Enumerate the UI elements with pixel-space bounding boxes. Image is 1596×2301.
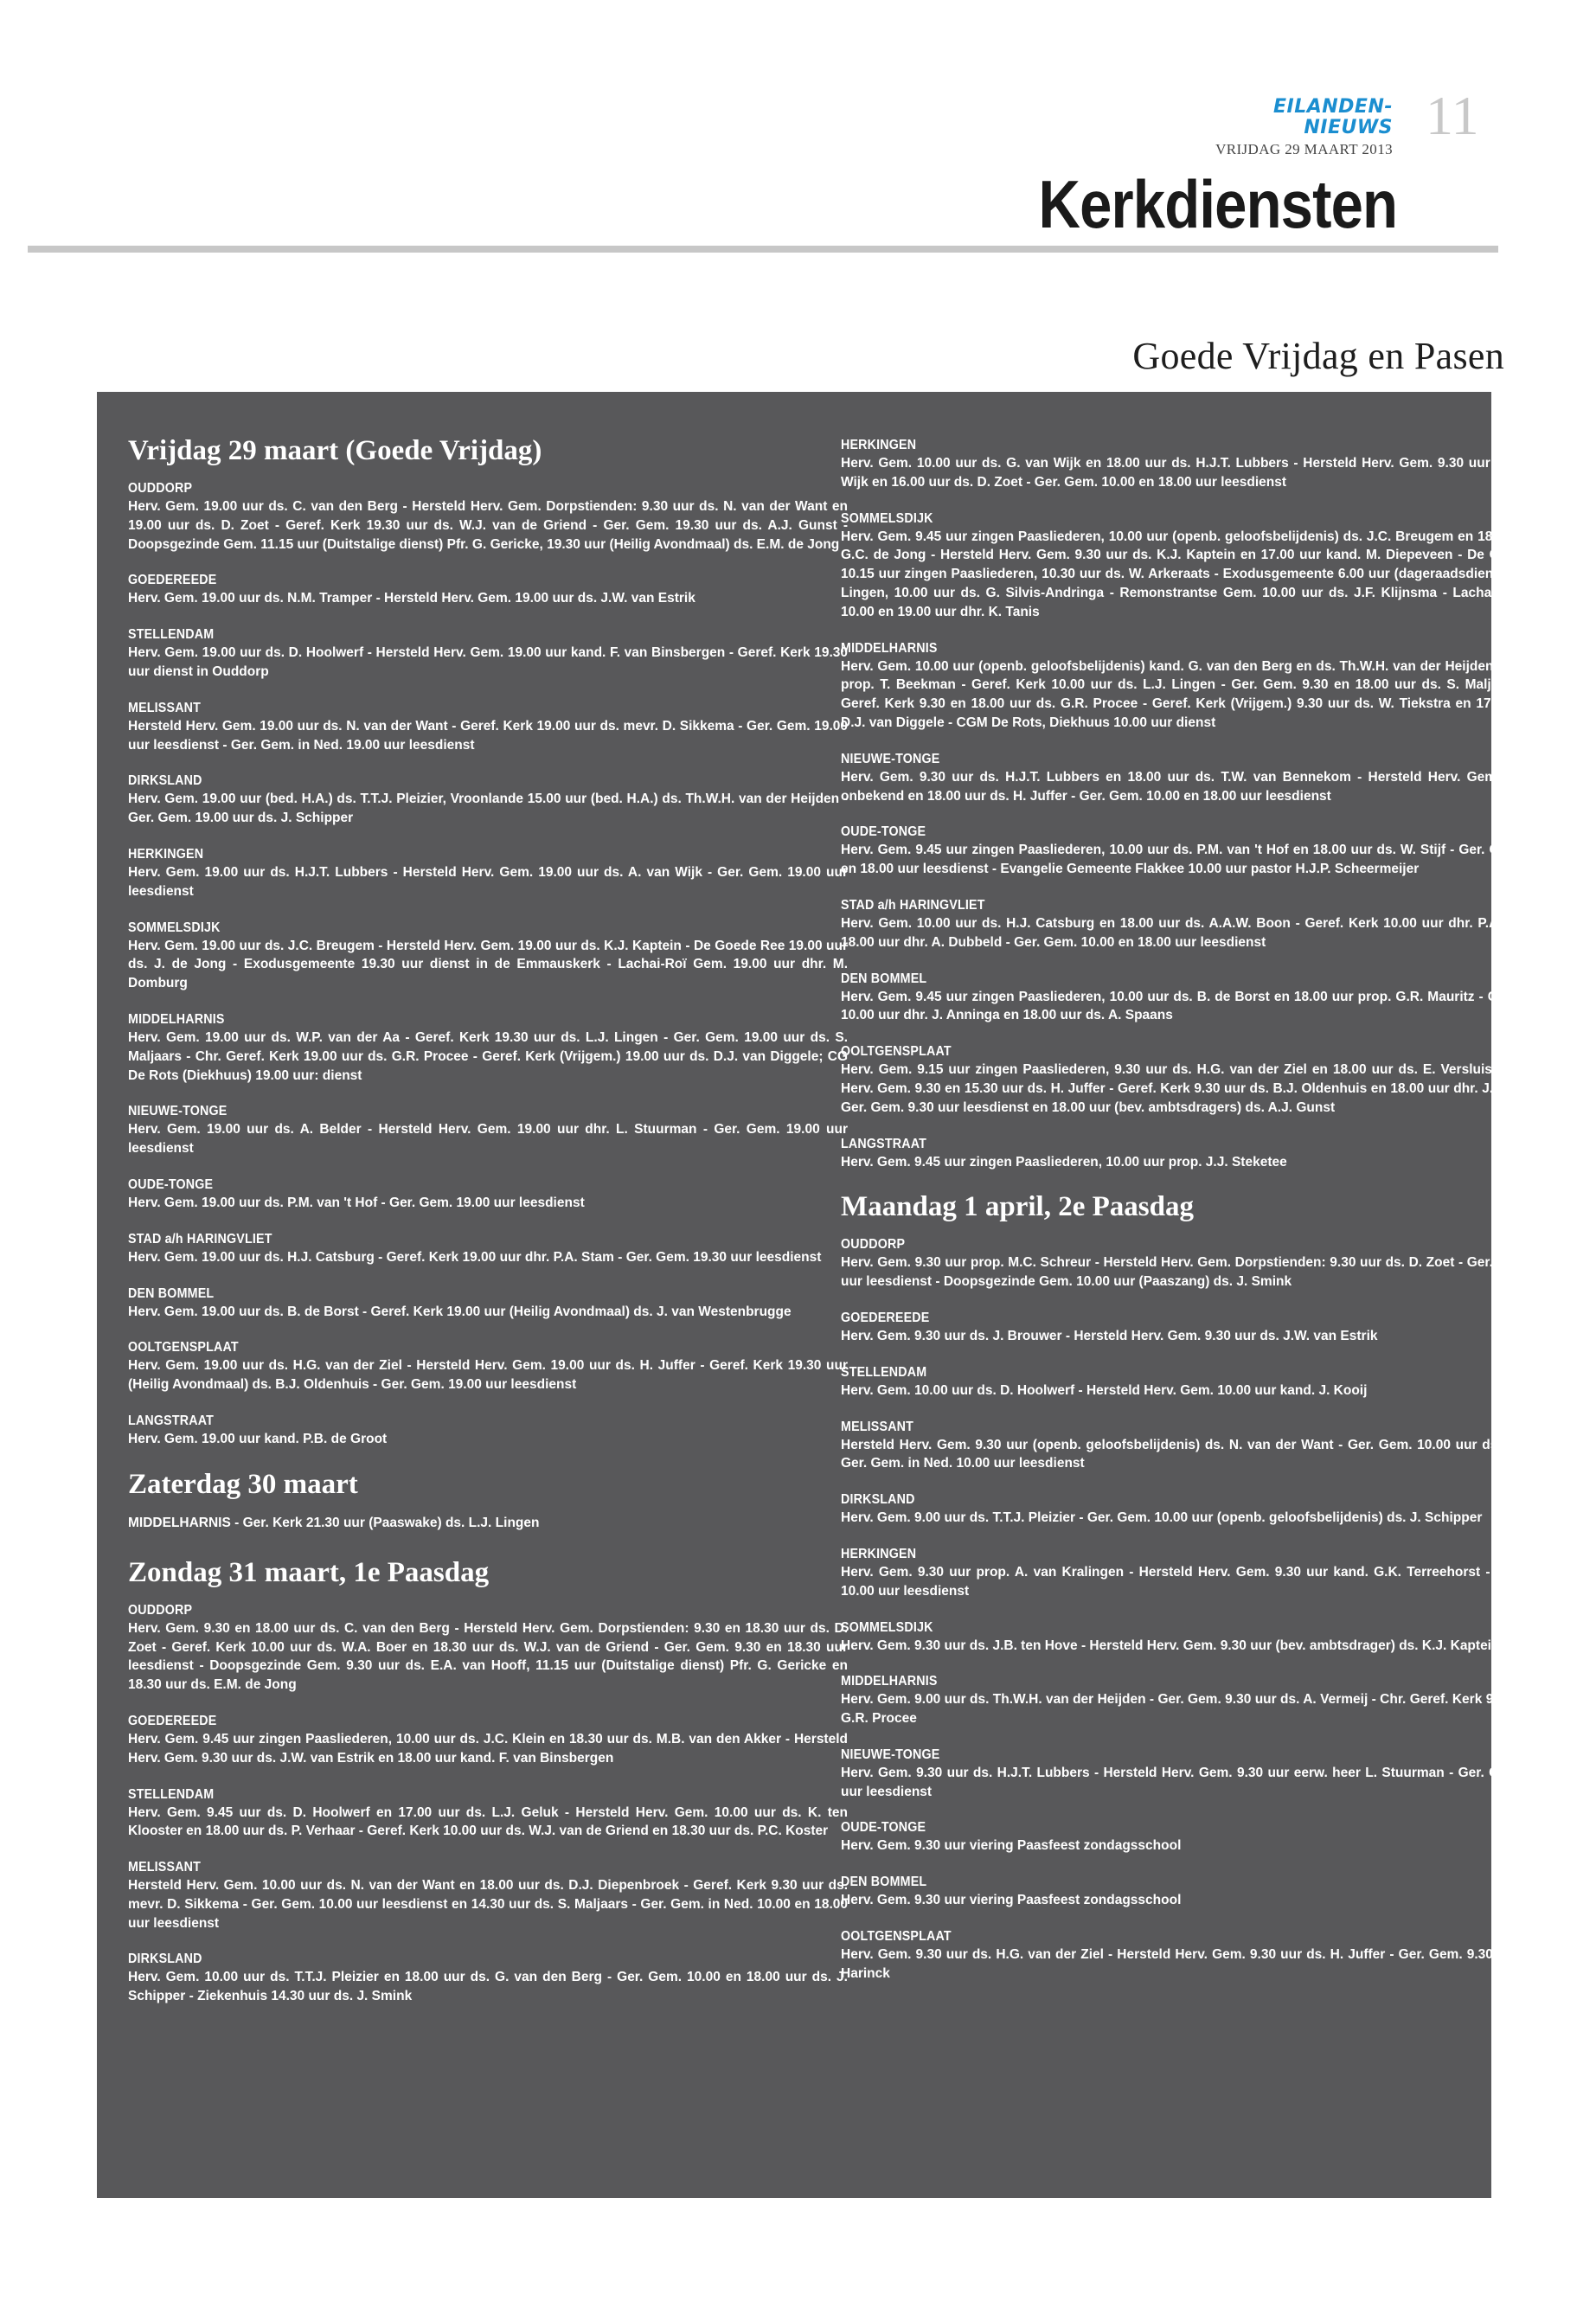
brand-logo: EILANDEN-NIEUWS [1272, 96, 1393, 138]
service-text: Herv. Gem. 19.00 uur ds. J.C. Breugem - Hersteld Herv. Gem. 19.00 uur ds. K.J. Kaptein - De Goede Ree 19.00 uur ds. J. de Jong - Exodusgemeente 19.30 uur dienst in de Emmauskerk - Lachai-Roï Gem. 19.00 uur dhr. M. Domburg [128, 938, 848, 991]
place-name: OOLTGENSPLAAT [841, 1044, 952, 1060]
sunday-services [128, 1602, 848, 2006]
service-entry [128, 480, 848, 554]
service-text: Herv. Gem. 19.00 uur ds. A. Belder - Hersteld Herv. Gem. 19.00 uur dhr. L. Stuurman - Ger. Gem. 19.00 uur leesdienst [128, 1122, 848, 1157]
service-entry [128, 920, 848, 993]
service-text: Herv. Gem. 9.30 uur ds. J. Brouwer - Hersteld Herv. Gem. 9.30 uur ds. J.W. van Estrik [841, 1328, 1378, 1343]
service-entry [841, 1819, 1561, 1856]
service-entry [128, 1859, 848, 1932]
place-name: MIDDELHARNIS [841, 1674, 938, 1689]
day-heading-friday: Vrijdag 29 maart (Goede Vrijdag) [128, 435, 542, 466]
service-text: Herv. Gem. 9.30 uur ds. H.J.T. Lubbers en 18.00 uur ds. T.W. van Bennekom - Hersteld Herv. Gem. 9.30 uur onbekend en 18.00 uur ds. H. Juffer - Ger. Gem. 10.00 en 18.00 uur leesdienst [841, 769, 1561, 804]
service-entry [841, 1136, 1561, 1172]
service-entry [841, 1619, 1561, 1656]
place-name: OUDDORP [128, 1602, 193, 1618]
service-entry [841, 971, 1561, 1026]
place-name: DEN BOMMEL [841, 971, 927, 986]
service-entry [841, 824, 1561, 879]
service-entry [841, 1874, 1561, 1910]
service-entry [841, 1310, 1561, 1346]
place-name: NIEUWE-TONGE [841, 1747, 940, 1762]
place-name: STELLENDAM [128, 1786, 215, 1802]
service-entry [128, 1231, 848, 1267]
service-entry [841, 1546, 1561, 1601]
service-text: Herv. Gem. 19.00 uur kand. P.B. de Groot [128, 1431, 388, 1446]
place-name: OUDE-TONGE [128, 1176, 214, 1192]
service-entry [841, 510, 1561, 622]
service-entry [128, 1602, 848, 1695]
service-text: Herv. Gem. 10.00 uur ds. T.T.J. Pleizier en 18.00 uur ds. G. van den Berg - Ger. Gem. 10.00 en 18.00 uur ds. J. Schipper - Ziekenhuis 14.30 uur ds. J. Smink [128, 1970, 848, 2004]
service-text: Hersteld Herv. Gem. 19.00 uur ds. N. van der Want - Geref. Kerk 19.00 uur ds. mevr. D. Sikkema - Ger. Gem. 19.00 uur leesdienst - Ger. Gem. in Ned. 19.00 uur leesdienst [128, 718, 848, 753]
service-text: Herv. Gem. 19.00 uur ds. H.J. Catsburg - Geref. Kerk 19.00 uur dhr. P.A. Stam - Ger. Gem. 19.30 uur leesdienst [128, 1249, 822, 1265]
place-name: STELLENDAM [128, 627, 215, 643]
place-name: OOLTGENSPLAAT [128, 1340, 239, 1356]
service-text: Herv. Gem. 9.30 en 18.00 uur ds. C. van den Berg - Hersteld Herv. Gem. Dorpstienden: 9.30 en 18.30 uur ds. D. Zoet - Geref. Kerk 10.00 uur ds. W.A. Boer en 18.30 uur ds. W.J. van de Griend - Ger. Gem. 9.30 en 18.30 uur leesdienst - Doopsgezinde Gem. 9.30 uur ds. E.A. van Hooff, 11.15 uur (Duitstalige dienst) Pfr. G. Gericke en 18.30 uur ds. E.M. de Jong [128, 1620, 848, 1693]
place-name: OUDDORP [841, 1237, 906, 1253]
service-entry [841, 1747, 1561, 1802]
service-text: Herv. Gem. 19.00 uur ds. H.G. van der Ziel - Hersteld Herv. Gem. 19.00 uur ds. H. Juffer - Geref. Kerk 19.30 uur (Heilig Avondmaal) ds. B.J. Oldenhuis - Ger. Gem. 19.00 uur leesdienst [128, 1358, 848, 1393]
service-text: Herv. Gem. 19.00 uur ds. N.M. Tramper - Hersteld Herv. Gem. 19.00 uur ds. J.W. van Estrik [128, 591, 695, 606]
service-entry [841, 1236, 1561, 1292]
service-text: Herv. Gem. 9.45 uur zingen Paasliederen, 10.00 uur ds. J.C. Klein en 18.30 uur ds. M.B. van den Akker - Hersteld Herv. Gem. 9.30 uur ds. J.W. van Estrik en 18.00 uur kand. F. van Binsbergen [128, 1731, 848, 1766]
service-text: Herv. Gem. 9.30 uur viering Paasfeest zondagsschool [841, 1893, 1182, 1908]
day-heading-sunday: Zondag 31 maart, 1e Paasdag [128, 1556, 490, 1588]
place-name: MIDDELHARNIS [841, 640, 938, 656]
day-heading-saturday: Zaterdag 30 maart [128, 1468, 358, 1500]
service-text: Herv. Gem. 10.00 uur ds. H.J. Catsburg en 18.00 uur ds. A.A.W. Boon - Geref. Kerk 10.00 uur dhr. P.A. Stam en 18.00 uur dhr. A. Dubbeld - Ger. Gem. 10.00 en 18.00 uur leesdienst [841, 915, 1561, 950]
service-entry [128, 700, 848, 755]
service-text: Herv. Gem. 10.00 uur ds. G. van Wijk en 18.00 uur ds. H.J.T. Lubbers - Hersteld Herv. Gem. 9.30 uur ds. A. van Wijk en 16.00 uur ds. D. Zoet - Ger. Gem. 10.00 en 18.00 uur leesdienst [841, 456, 1561, 490]
service-text: Herv. Gem. 19.00 uur ds. P.M. van 't Hof - Ger. Gem. 19.00 uur leesdienst [128, 1195, 585, 1210]
service-text: Hersteld Herv. Gem. 10.00 uur ds. N. van der Want en 18.00 uur ds. D.J. Diepenbroek - Geref. Kerk 9.30 uur ds. mevr. D. Sikkema - Ger. Gem. 10.00 uur leesdienst en 14.30 uur ds. S. Maljaars - Ger. Gem. in Ned. 10.00 en 18.00 uur leesdienst [128, 1878, 848, 1931]
service-text: Herv. Gem. 9.30 uur prop. A. van Kralingen - Hersteld Herv. Gem. 9.30 uur kand. G.K. Terreehorst - Ger. Gem. 10.00 uur leesdienst [841, 1564, 1561, 1599]
sunday-services-continued [841, 437, 1561, 1171]
place-name: OUDE-TONGE [841, 824, 926, 840]
place-name: STAD a/h HARINGVLIET [128, 1231, 272, 1247]
service-entry [841, 1491, 1561, 1528]
service-entry [841, 1673, 1561, 1728]
service-entry [841, 897, 1561, 952]
service-text: Herv. Gem. 9.00 uur ds. T.T.J. Pleizier - Ger. Gem. 10.00 uur (openb. geloofsbelijdenis) ds. J. Schipper [841, 1510, 1483, 1526]
place-name: DIRKSLAND [128, 773, 202, 789]
service-entry [128, 626, 848, 682]
service-entry [128, 1285, 848, 1322]
place-name: DEN BOMMEL [128, 1285, 215, 1301]
place-name: GOEDEREEDE [841, 1310, 930, 1325]
place-name: DIRKSLAND [841, 1492, 915, 1508]
service-entry [841, 1364, 1561, 1400]
service-text: Herv. Gem. 9.45 uur zingen Paasliederen, 10.00 uur ds. P.M. van 't Hof en 18.00 uur ds. W. Stijf - Ger. Gem. 10.00 en 18.00 uur leesdienst - Evangelie Gemeente Flakkee 10.00 uur pastor H.J.P. Scheermeijer [841, 843, 1561, 877]
service-entry [128, 1176, 848, 1213]
service-text: Herv. Gem. 19.00 uur ds. W.P. van der Aa - Geref. Kerk 19.30 uur ds. L.J. Lingen - Ger. Gem. 19.00 uur ds. S. Maljaars - Chr. Geref. Kerk 19.00 uur ds. G.R. Procee - Geref. Kerk (Vrijgem.) 19.00 uur ds. D.J. van Diggele; CG De Rots (Diekhuus) 19.00 uur: dienst [128, 1029, 848, 1083]
service-text: Herv. Gem. 19.00 uur ds. C. van den Berg - Hersteld Herv. Gem. Dorpstienden: 9.30 uur ds. N. van der Want en 19.00 uur ds. D. Zoet - Geref. Kerk 19.30 uur ds. W.J. van de Griend - Ger. Gem. 19.30 uur ds. A.J. Gunst - Doopsgezinde Gem. 11.15 uur (Duitstalige dienst) Pfr. G. Gericke, 19.30 uur (Heilig Avondmaal) ds. E.M. de Jong [128, 499, 848, 552]
place-name: MIDDELHARNIS [128, 1011, 225, 1027]
friday-services [128, 480, 848, 1449]
service-entry [128, 1011, 848, 1085]
left-column [128, 392, 848, 2024]
service-entry [128, 772, 848, 828]
service-text: Herv. Gem. 9.45 uur zingen Paasliederen, 10.00 uur ds. B. de Borst en 18.00 uur prop. G.R. Mauritz - Geref. Kerk 10.00 uur dhr. J. Anninga en 18.00 uur ds. A. Spaans [841, 989, 1561, 1023]
service-entry [841, 751, 1561, 806]
place-name: GOEDEREEDE [128, 573, 217, 588]
issue-date: VRIJDAG 29 MAART 2013 [1215, 141, 1393, 157]
service-text: Herv. Gem. 19.00 uur ds. H.J.T. Lubbers - Hersteld Herv. Gem. 19.00 uur ds. A. van Wijk - Ger. Gem. 19.00 uur leesdienst [128, 864, 848, 899]
service-text: Herv. Gem. 9.45 uur ds. D. Hoolwerf en 17.00 uur ds. L.J. Geluk - Hersteld Herv. Gem. 10.00 uur ds. K. ten Klooster en 18.00 uur ds. P. Verhaar - Geref. Kerk 10.00 uur ds. W.J. van de Griend en 18.30 uur ds. P.C. Koster [128, 1804, 848, 1839]
place-name: OUDE-TONGE [841, 1820, 926, 1836]
place-name: STELLENDAM [841, 1364, 927, 1380]
service-entry [128, 1713, 848, 1768]
place-name: DIRKSLAND [128, 1952, 202, 1967]
masthead [1198, 97, 1393, 158]
place-name: SOMMELSDIJK [128, 920, 221, 935]
day-heading-monday: Maandag 1 april, 2e Paasdag [841, 1191, 1194, 1223]
place-name: MELISSANT [128, 700, 202, 715]
service-text: Herv. Gem. 10.00 uur ds. D. Hoolwerf - Hersteld Herv. Gem. 10.00 uur kand. J. Kooij [841, 1382, 1368, 1398]
place-name: LANGSTRAAT [128, 1413, 215, 1428]
service-text: Hersteld Herv. Gem. 9.30 uur (openb. geloofsbelijdenis) ds. N. van der Want - Ger. Gem. 10.00 uur ds. P. Blok - Ger. Gem. in Ned. 10.00 uur leesdienst [841, 1437, 1561, 1471]
saturday-service: MIDDELHARNIS - Ger. Kerk 21.30 uur (Paaswake) ds. L.J. Lingen [128, 1515, 540, 1530]
service-entry [128, 846, 848, 901]
services-panel [97, 392, 1561, 2198]
service-text: Herv. Gem. 9.45 uur zingen Paasliederen, 10.00 uur prop. J.J. Steketee [841, 1154, 1287, 1170]
place-name: MELISSANT [841, 1419, 914, 1434]
service-text: Herv. Gem. 9.30 uur ds. H.G. van der Ziel - Hersteld Herv. Gem. 9.30 uur ds. H. Juffer - Ger. Gem. 9.30 uur ds. C. Harinck [841, 1947, 1561, 1981]
service-entry [128, 1103, 848, 1158]
service-entry [128, 1339, 848, 1394]
service-text: Herv. Gem. 9.15 uur zingen Paasliederen, 9.30 uur ds. H.G. van der Ziel en 18.00 uur ds. E. Versluis - Hersteld Herv. Gem. 9.30 en 15.30 uur ds. H. Juffer - Geref. Kerk 9.30 uur ds. B.J. Oldenhuis en 18.00 uur dhr. J. Wietsma - Ger. Gem. 9.30 uur leesdienst en 18.00 uur (bev. ambtsdragers) ds. A.J. Gunst [841, 1062, 1561, 1115]
service-text: Herv. Gem. 9.30 uur ds. J.B. ten Hove - Hersteld Herv. Gem. 9.30 uur (bev. ambtsdrager) ds. K.J. Kaptein [841, 1638, 1500, 1653]
place-name: HERKINGEN [128, 846, 204, 862]
place-name: NIEUWE-TONGE [841, 751, 940, 766]
service-text: Herv. Gem. 9.30 uur viering Paasfeest zondagsschool [841, 1838, 1182, 1854]
service-entry [841, 1043, 1561, 1117]
place-name: DEN BOMMEL [841, 1875, 927, 1890]
place-name: OOLTGENSPLAAT [841, 1929, 952, 1945]
place-name: HERKINGEN [841, 1546, 917, 1561]
service-text: Herv. Gem. 10.00 uur (openb. geloofsbelijdenis) kand. G. van den Berg en ds. Th.W.H. van der Heijden, 18.00 uur prop. T. Beekman - Geref. Kerk 10.00 uur ds. L.J. Lingen - Ger. Gem. 9.30 en 18.00 uur ds. S. Maljaars - Chr. Geref. Kerk 9.30 en 18.00 uur ds. G.R. Procee - Geref. Kerk (Vrijgem.) 9.30 uur ds. W. Tiekstra en 17.00 uur ds. D.J. van Diggele - CGM De Rots, Diekhuus 10.00 uur dienst [841, 658, 1561, 730]
place-name: NIEUWE-TONGE [128, 1104, 228, 1119]
service-text: Herv. Gem. 19.00 uur ds. D. Hoolwerf - Hersteld Herv. Gem. 19.00 uur kand. F. van Binsbergen - Geref. Kerk 19.30 uur dienst in Ouddorp [128, 645, 848, 679]
place-name: SOMMELSDIJK [841, 510, 933, 526]
service-entry [841, 437, 1561, 492]
place-name: STAD a/h HARINGVLIET [841, 897, 985, 913]
service-entry [128, 1413, 848, 1449]
page-subtitle: Goede Vrijdag en Pasen [1132, 335, 1504, 377]
service-entry [128, 572, 848, 608]
service-text: Herv. Gem. 9.30 uur ds. H.J.T. Lubbers - Hersteld Herv. Gem. 9.30 uur eerw. heer L. Stuurman - Ger. Gem. 10.00 uur leesdienst [841, 1765, 1561, 1799]
service-text: Herv. Gem. 9.45 uur zingen Paasliederen, 10.00 uur (openb. geloofsbelijdenis) ds. J.C. Breugem en 18.00 uur ds. G.C. de Jong - Hersteld Herv. Gem. 9.30 uur ds. K.J. Kaptein en 17.00 uur kand. M. Diepeveen - De Goede Ree 10.15 uur zingen Paasliederen, 10.30 uur ds. W. Arkeraats - Exodusgemeente 6.00 uur (dageraadsdienst) ds. L.J. Lingen, 10.00 uur ds. G. Silvis-Andringa - Remonstrantse Gem. 10.00 uur ds. J.F. Klijnsma - Lachai-Roï Gem. 10.00 en 19.00 uur dhr. K. Tanis [841, 529, 1561, 619]
place-name: HERKINGEN [841, 438, 917, 452]
service-text: Herv. Gem. 19.00 uur ds. B. de Borst - Geref. Kerk 19.00 uur (Heilig Avondmaal) ds. J. van Westenbrugge [128, 1304, 792, 1319]
monday-services [841, 1236, 1561, 1983]
place-name: GOEDEREEDE [128, 1713, 217, 1728]
service-text: Herv. Gem. 9.00 uur ds. Th.W.H. van der Heijden - Ger. Gem. 9.30 uur ds. A. Vermeij - Chr. Geref. Kerk 9.30 uur ds. G.R. Procee [841, 1692, 1561, 1727]
service-entry [128, 1951, 848, 2006]
service-entry [841, 1419, 1561, 1474]
header-rule [28, 246, 1498, 253]
place-name: MELISSANT [128, 1860, 202, 1875]
right-column [841, 392, 1561, 2002]
page-number: 11 [1426, 85, 1479, 146]
service-entry [841, 1928, 1561, 1984]
service-entry [128, 1786, 848, 1842]
service-text: Herv. Gem. 19.00 uur (bed. H.A.) ds. T.T.J. Pleizier, Vroonlande 15.00 uur (bed. H.A.) ds. Th.W.H. van der Heijden - Ger. Gem. 19.00 uur ds. J. Schipper [128, 792, 848, 826]
place-name: SOMMELSDIJK [841, 1619, 933, 1635]
place-name: LANGSTRAAT [841, 1136, 927, 1151]
place-name: OUDDORP [128, 481, 193, 496]
section-title: Kerkdiensten [1038, 166, 1397, 242]
service-text: Herv. Gem. 9.30 uur prop. M.C. Schreur - Hersteld Herv. Gem. Dorpstienden: 9.30 uur ds. D. Zoet - Ger. Gem. 9.30 uur leesdienst - Doopsgezinde Gem. 10.00 uur (Paaszang) ds. J. Smink [841, 1255, 1561, 1290]
service-entry [841, 640, 1561, 733]
